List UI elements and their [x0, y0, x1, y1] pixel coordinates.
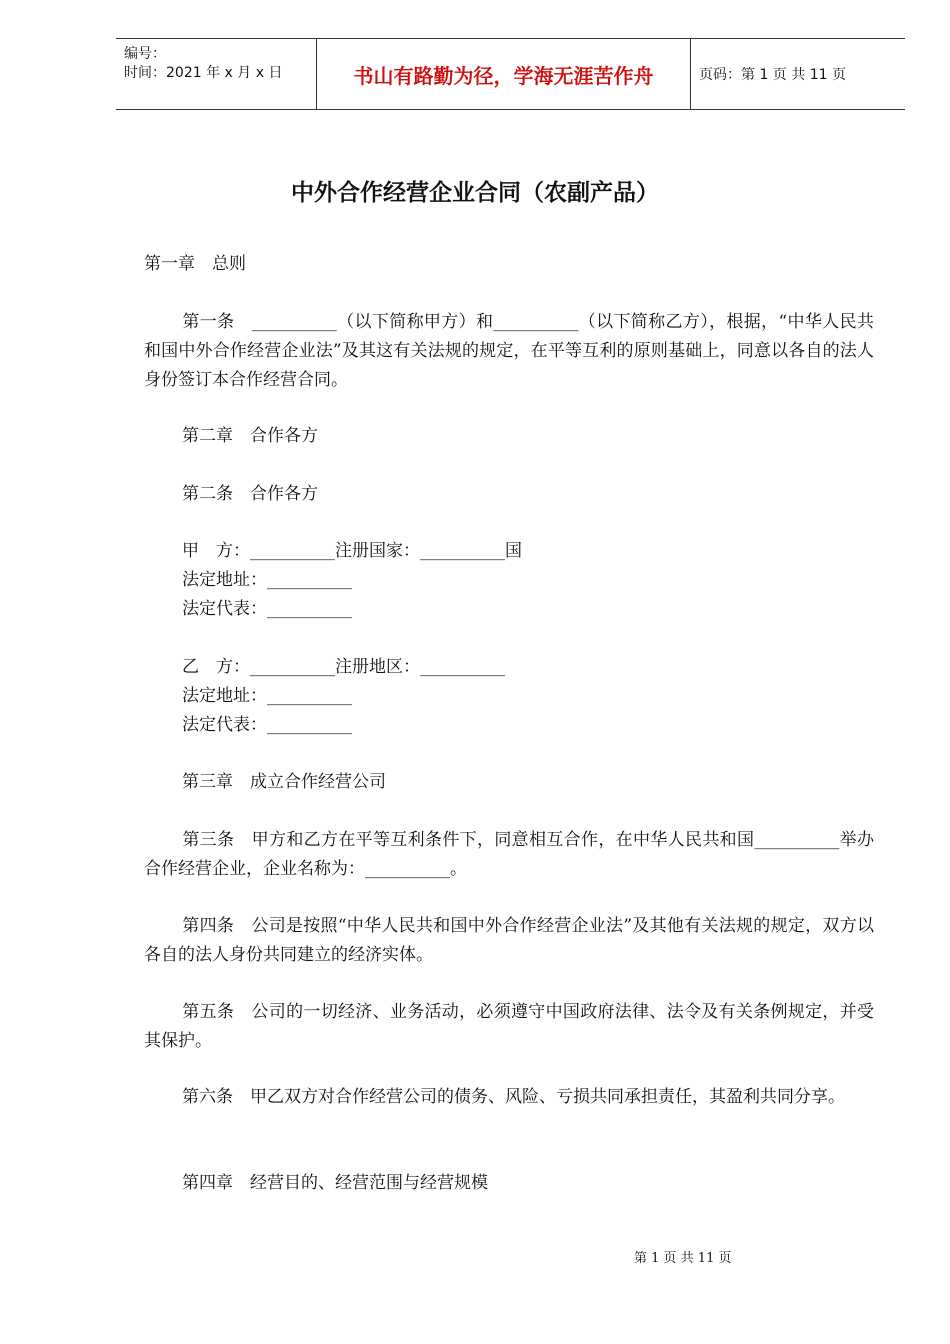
- party-a-line: 甲 方：__________注册国家：__________国: [182, 541, 522, 561]
- article-4: [144, 912, 874, 970]
- party-b-address: 法定地址：__________: [182, 686, 352, 706]
- article-2-heading: 第二条 合作各方: [182, 484, 318, 504]
- chapter-1-heading: 第一章 总则: [144, 254, 246, 274]
- article-5-text: 第五条 公司的一切经济、业务活动，必须遵守中国政府法律、法令及有关条例规定，并受其保护。: [144, 1002, 874, 1051]
- party-a-address: 法定地址：__________: [182, 570, 352, 590]
- header-motto: 书山有路勤为径，学海无涯苦作舟: [316, 39, 691, 109]
- article-4-text: 第四条 公司是按照“中华人民共和国中外合作经营企业法”及其他有关法规的规定，双方以各自的法人身份共同建立的经济实体。: [144, 916, 874, 965]
- party-b-representative: 法定代表：__________: [182, 715, 352, 735]
- chapter-4-heading: 第四章 经营目的、经营范围与经营规模: [182, 1173, 488, 1193]
- party-b-line: 乙 方：__________注册地区：__________: [182, 657, 505, 677]
- article-1-text: 第一条 __________（以下简称甲方）和__________（以下简称乙方），根据，“中华人民共和国中外合作经营企业法”及其这有关法规的规定，在平等互利的原则基础上，同意以各自的法人身份签订本合作经营合同。: [144, 312, 874, 390]
- article-3-text: 第三条 甲方和乙方在平等互利条件下，同意相互合作，在中华人民共和国__________举办合作经营企业，企业名称为：__________。: [144, 830, 874, 879]
- party-a-representative: 法定代表：__________: [182, 599, 352, 619]
- article-3: [144, 826, 874, 884]
- time-label: 时间：2021 年 x 月 x 日: [124, 65, 283, 81]
- article-6-text: 第六条 甲乙双方对合作经营公司的债务、风险、亏损共同承担责任，其盈利共同分享。: [182, 1087, 845, 1107]
- number-label: 编号：: [124, 46, 166, 62]
- document-title: 中外合作经营企业合同（农副产品）: [291, 180, 659, 206]
- page-footer: 第 1 页 共 11 页: [634, 1251, 732, 1266]
- article-6: [144, 1083, 874, 1112]
- article-1: [144, 308, 874, 395]
- header-meta: [116, 39, 316, 109]
- chapter-3-heading: 第三章 成立合作经营公司: [182, 772, 386, 792]
- article-5: [144, 998, 874, 1056]
- chapter-2-heading: 第二章 合作各方: [182, 426, 318, 446]
- header-page-info: 页码：第 1 页 共 11 页: [699, 67, 846, 83]
- page-header: [116, 38, 905, 110]
